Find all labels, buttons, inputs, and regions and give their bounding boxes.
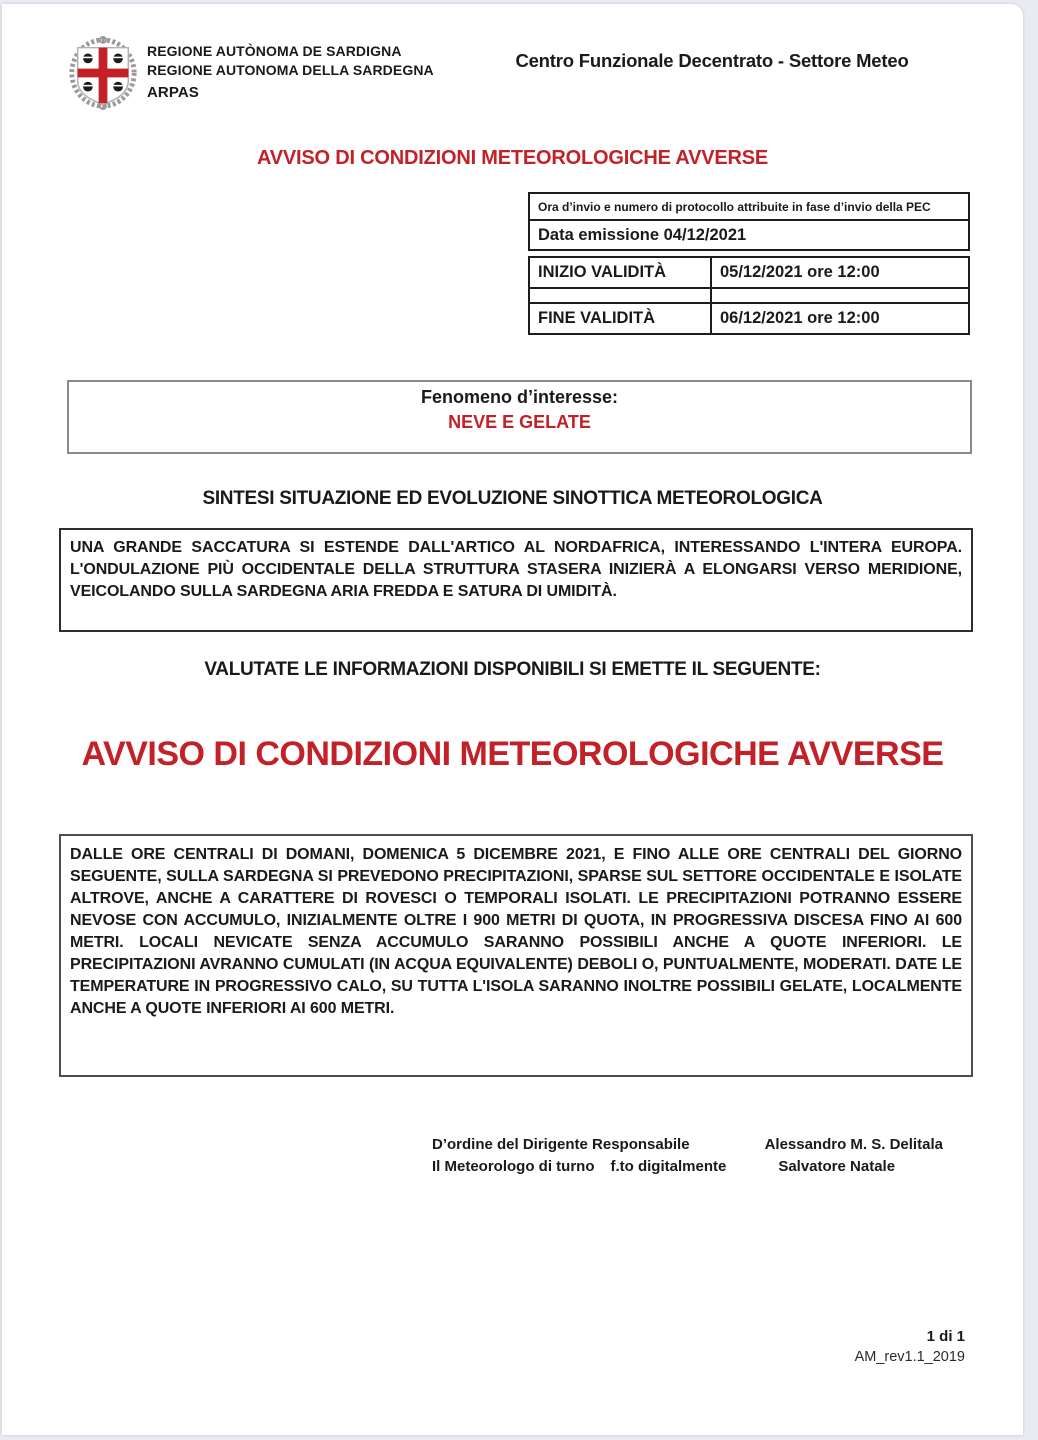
table-row	[529, 220, 969, 250]
signature-name-2: Salvatore Natale	[778, 1158, 896, 1175]
validity-end-value: 06/12/2021 ore 12:00	[711, 303, 969, 334]
table-row	[529, 193, 969, 220]
signature-name-1: Alessandro M. S. Delitala	[764, 1136, 943, 1153]
validity-end-label: FINE VALIDITÀ	[529, 303, 711, 334]
synthesis-box: UNA GRANDE SACCATURA SI ESTENDE DALL'ARTICO AL NORDAFRICA, INTERESSANDO L'INTERA EUROPA. L'ONDULAZIONE PIÙ OCCIDENTALE DELLA STRUTTURA STASERA INIZIERÀ A ELONGARSI VERSO MERIDIONE, VEICOLANDO SULLA SARDEGNA ARIA FREDDA E SATURA DI UMIDITÀ.	[59, 528, 973, 632]
protocol-table	[528, 192, 970, 251]
page-number: 1 di 1	[926, 1328, 965, 1345]
signature-role-2: Il Meteorologo di turno	[432, 1158, 595, 1175]
synthesis-heading: SINTESI SITUAZIONE ED EVOLUZIONE SINOTTICA METEOROLOGICA	[202, 488, 823, 509]
signature-role-1: D’ordine del Dirigente Responsabile	[432, 1136, 690, 1153]
validity-start-label: INIZIO VALIDITÀ	[529, 257, 711, 288]
spacer-cell	[711, 288, 969, 303]
spacer-cell	[529, 288, 711, 303]
phenomenon-value: NEVE E GELATE	[448, 412, 591, 432]
spacer	[690, 1134, 765, 1156]
department-title: Centro Funzionale Decentrato - Settore Meteo	[515, 50, 909, 71]
signature-block	[432, 1134, 972, 1178]
signature-row-1	[432, 1134, 972, 1156]
validity-spacer-row	[529, 288, 969, 303]
revision-code: AM_rev1.1_2019	[854, 1349, 965, 1365]
phenomenon-box	[67, 380, 972, 454]
crest-icon	[64, 36, 142, 110]
statement-intro: VALUTATE LE INFORMAZIONI DISPONIBILI SI EMETTE IL SEGUENTE:	[204, 659, 821, 680]
sardinia-crest-logo	[64, 36, 142, 110]
validity-start-value: 05/12/2021 ore 12:00	[711, 257, 969, 288]
spacer	[594, 1156, 610, 1178]
page-footer	[855, 1326, 965, 1368]
organization-block	[147, 42, 434, 102]
validity-start-row	[529, 257, 969, 288]
org-name-sardinian: REGIONE AUTÒNOMA DE SARDIGNA	[147, 43, 402, 59]
signature-note-2: f.to digitalmente	[610, 1158, 727, 1175]
document-page	[2, 4, 1023, 1435]
org-agency: ARPAS	[147, 84, 199, 101]
org-name-italian: REGIONE AUTONOMA DELLA SARDEGNA	[147, 62, 434, 78]
phenomenon-label: Fenomeno d’interesse:	[420, 387, 619, 407]
forecast-box: DALLE ORE CENTRALI DI DOMANI, DOMENICA 5 DICEMBRE 2021, E FINO ALLE ORE CENTRALI DEL GIORNO SEGUENTE, SULLA SARDEGNA SI PREVEDONO PRECIPITAZIONI, SPARSE SUL SETTORE OCCIDENTALE E ISOLATE ALTROVE, ANCHE A CARATTERE DI ROVESCI O TEMPORALI ISOLATI. LE PRECIPITAZIONI POTRANNO ESSERE NEVOSE CON ACCUMULO, INIZIALMENTE OLTRE I 900 METRI DI QUOTA, IN PROGRESSIVA DISCESA FINO AI 600 METRI. LOCALI NEVICATE SENZA ACCUMULO SARANNO POSSIBILI ANCHE A QUOTE INFERIORI. LE PRECIPITAZIONI AVRANNO CUMULATI (IN ACQUA EQUIVALENTE) DEBOLI O, PUNTUALMENTE, MODERATI. DATE LE TEMPERATURE IN PROGRESSIVO CALO, SU TUTTA L'ISOLA SARANNO INOLTRE POSSIBILI GELATE, LOCALMENTE ANCHE A QUOTE INFERIORI AI 600 METRI.	[59, 834, 973, 1077]
protocol-note: Ora d’invio e numero di protocollo attribuite in fase d’invio della PEC	[529, 193, 969, 220]
emission-date: Data emissione 04/12/2021	[529, 220, 969, 250]
validity-table	[528, 256, 970, 335]
signature-row-2	[432, 1156, 972, 1178]
main-warning-title: AVVISO DI CONDIZIONI METEOROLOGICHE AVVERSE	[81, 735, 944, 773]
validity-end-row	[529, 303, 969, 334]
spacer	[726, 1156, 778, 1178]
document-title: AVVISO DI CONDIZIONI METEOROLOGICHE AVVERSE	[256, 147, 769, 169]
